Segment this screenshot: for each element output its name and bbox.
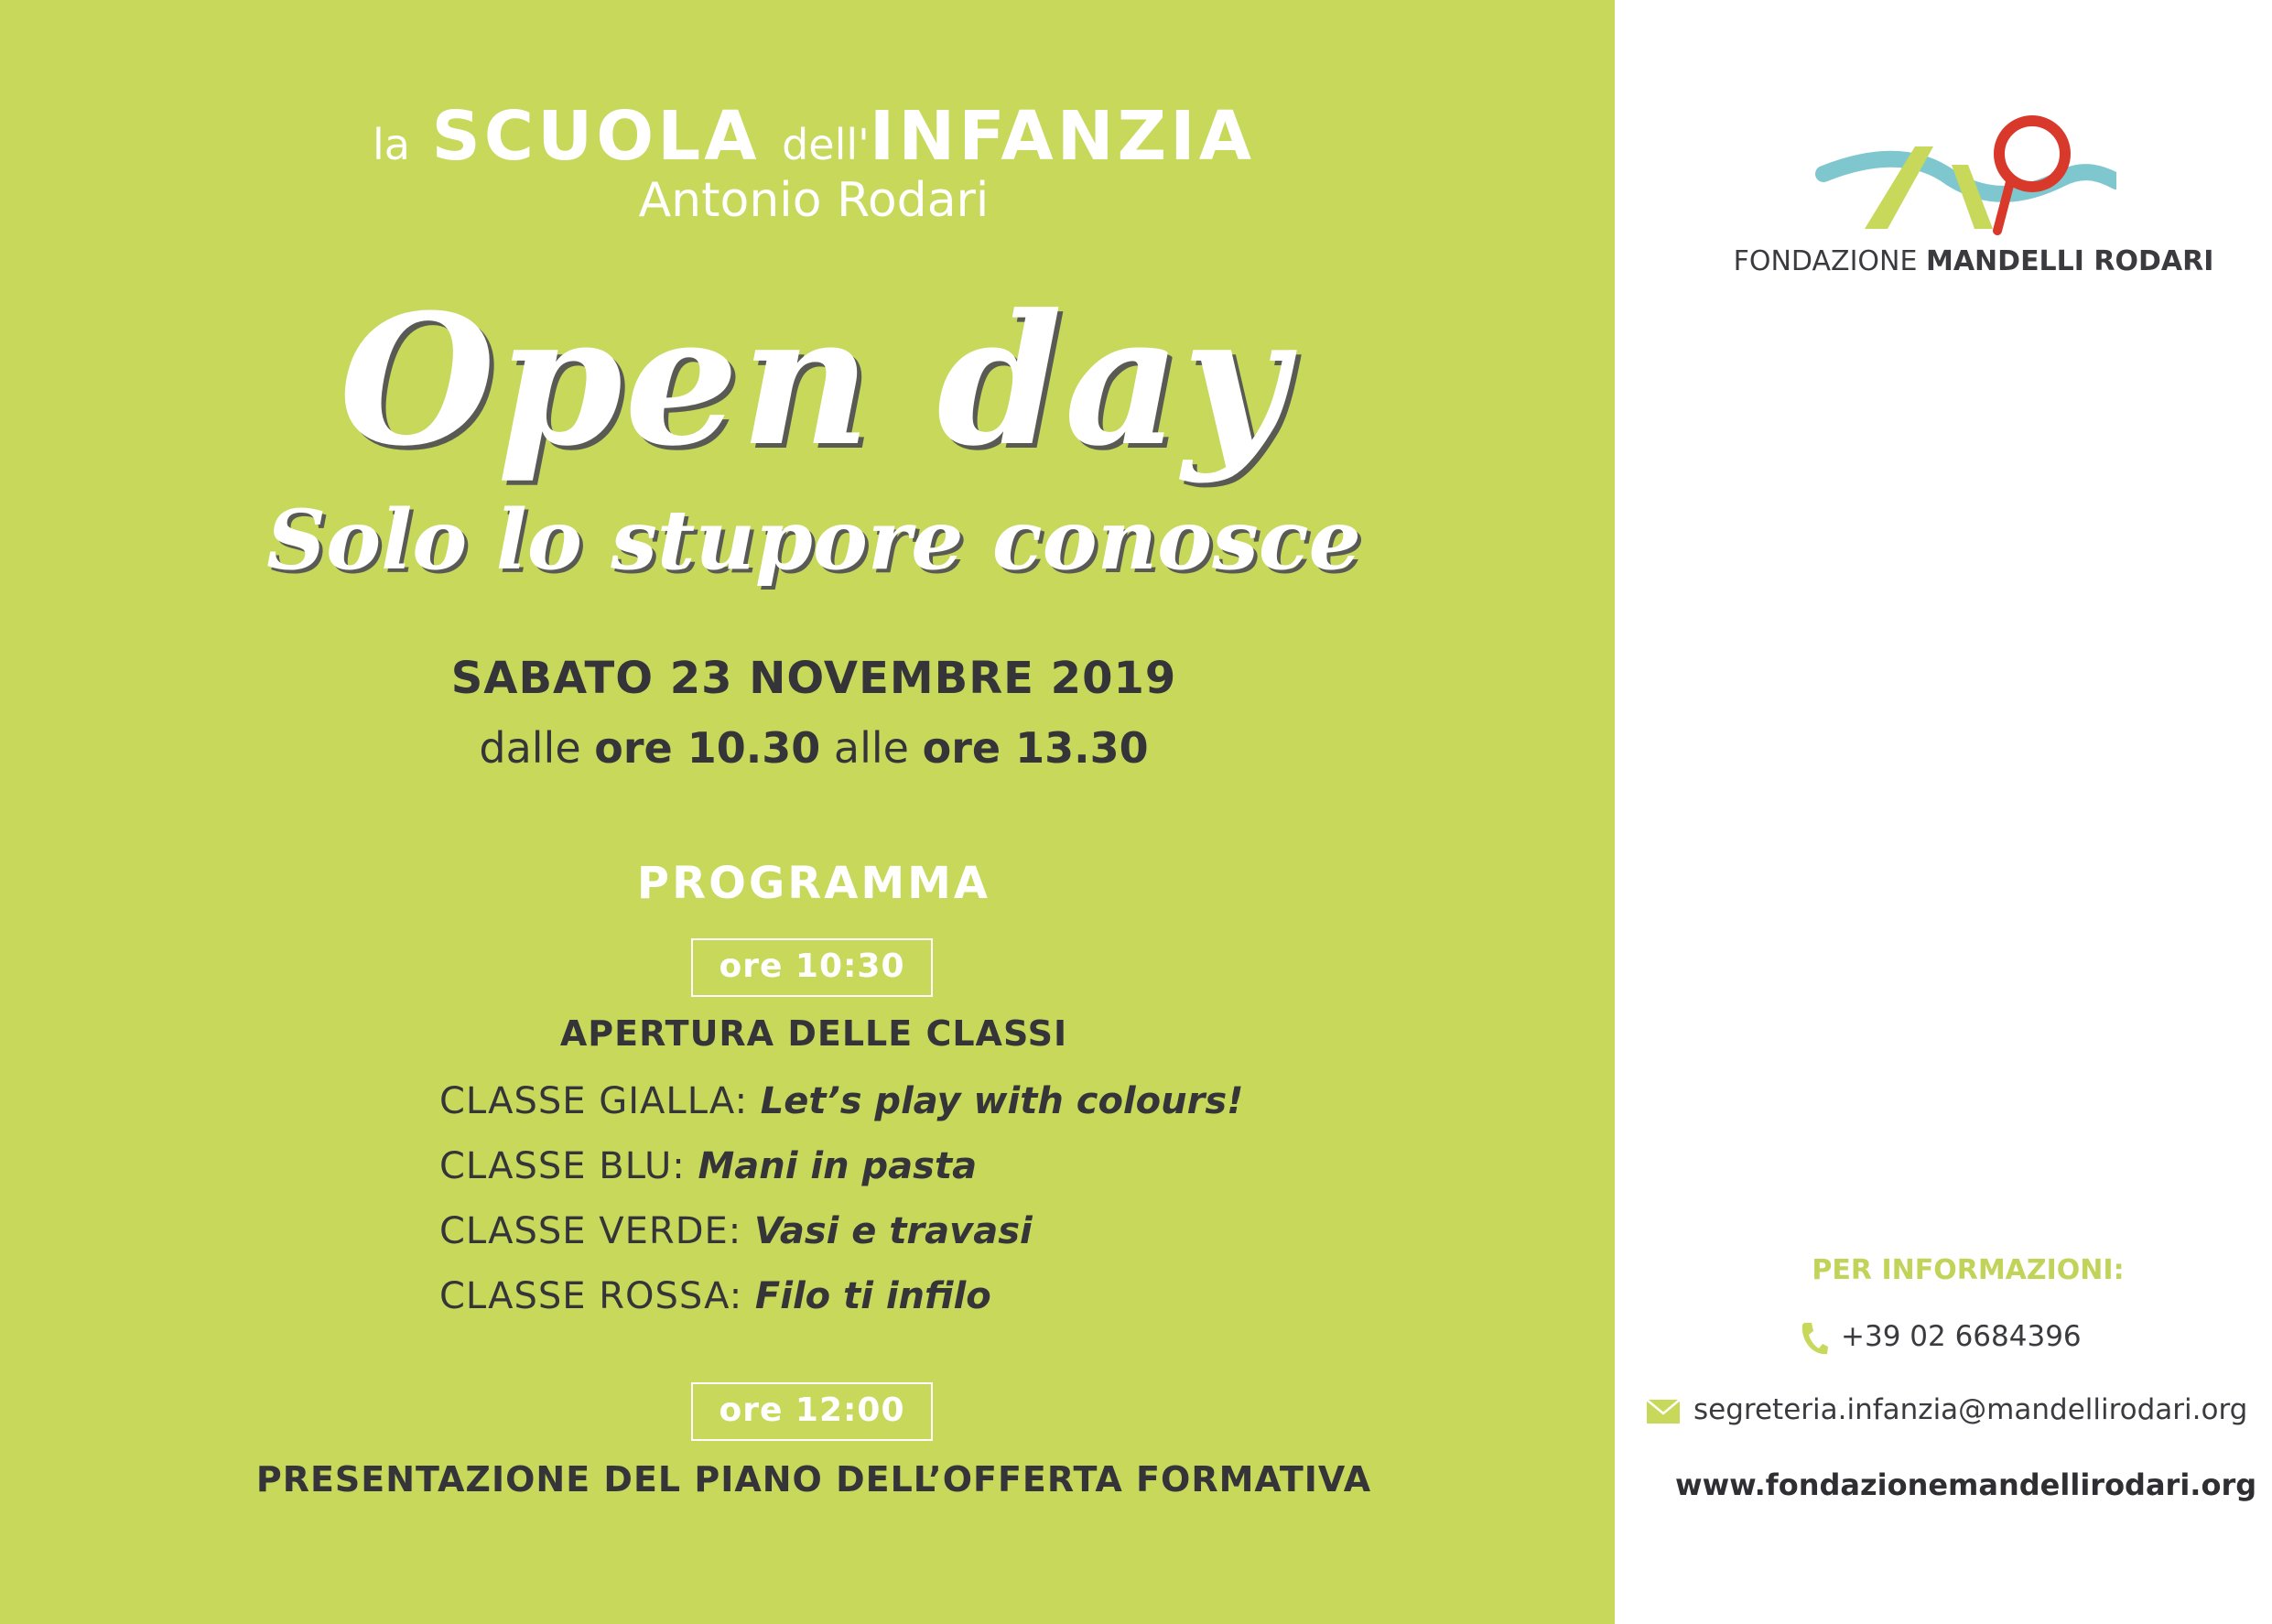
- phone-number[interactable]: +39 02 6684396: [1841, 1320, 2082, 1353]
- slot2-time-badge: ore 12:00: [691, 1382, 933, 1441]
- class-row-gialla: [439, 1080, 1243, 1122]
- class-activity: Let’s play with colours!: [760, 1080, 1244, 1122]
- programma-heading: PROGRAMMA: [636, 858, 991, 909]
- class-row-blu: [439, 1145, 977, 1187]
- event-time: [0, 723, 1628, 773]
- slot2-title: PRESENTAZIONE DEL PIANO DELL’OFFERTA FORMATIVA: [255, 1459, 1372, 1499]
- class-row-rossa: [439, 1275, 991, 1317]
- organization-name: [1717, 245, 2230, 277]
- website-link[interactable]: www.fondazionemandellirodari.org: [1675, 1467, 2257, 1502]
- header-scuola: SCUOLA: [431, 97, 761, 176]
- header-infanzia: INFANZIA: [869, 97, 1255, 176]
- class-row-verde: [439, 1210, 1033, 1252]
- envelope-icon: [1646, 1399, 1681, 1424]
- slot1-time-badge: ore 10:30: [691, 938, 933, 997]
- time-to-prefix: alle: [833, 723, 909, 773]
- class-activity: Filo ti infilo: [754, 1275, 991, 1317]
- class-label: CLASSE ROSSA:: [439, 1275, 743, 1317]
- organization-name-light: FONDAZIONE: [1733, 245, 1918, 277]
- open-day-title: Open day: [339, 276, 1289, 486]
- time-to: ore 13.30: [922, 723, 1149, 773]
- header-dell: dell': [782, 120, 870, 169]
- class-activity: Mani in pasta: [698, 1145, 978, 1187]
- class-label: CLASSE VERDE:: [439, 1210, 742, 1252]
- event-subtitle: Solo lo stupore conosce: [266, 492, 1361, 589]
- school-name: Antonio Rodari: [638, 173, 990, 228]
- phone-contact[interactable]: [1799, 1320, 2082, 1356]
- email-contact[interactable]: [1646, 1393, 2247, 1426]
- email-address[interactable]: segreteria.infanzia@mandellirodari.org: [1693, 1393, 2248, 1426]
- class-label: CLASSE GIALLA:: [439, 1080, 749, 1122]
- fondazione-logo: [1814, 110, 2116, 238]
- organization-name-bold: MANDELLI RODARI: [1925, 245, 2214, 277]
- time-from: ore 10.30: [594, 723, 821, 773]
- time-from-prefix: dalle: [479, 723, 581, 773]
- class-label: CLASSE BLU:: [439, 1145, 686, 1187]
- slot1-title: APERTURA DELLE CLASSI: [559, 1013, 1068, 1054]
- class-activity: Vasi e travasi: [753, 1210, 1033, 1252]
- header-la: la: [373, 120, 410, 169]
- phone-icon: [1799, 1321, 1828, 1356]
- info-heading: PER INFORMAZIONI:: [1812, 1254, 2125, 1286]
- school-header: [0, 97, 1628, 176]
- event-date: SABATO 23 NOVEMBRE 2019: [450, 653, 1177, 704]
